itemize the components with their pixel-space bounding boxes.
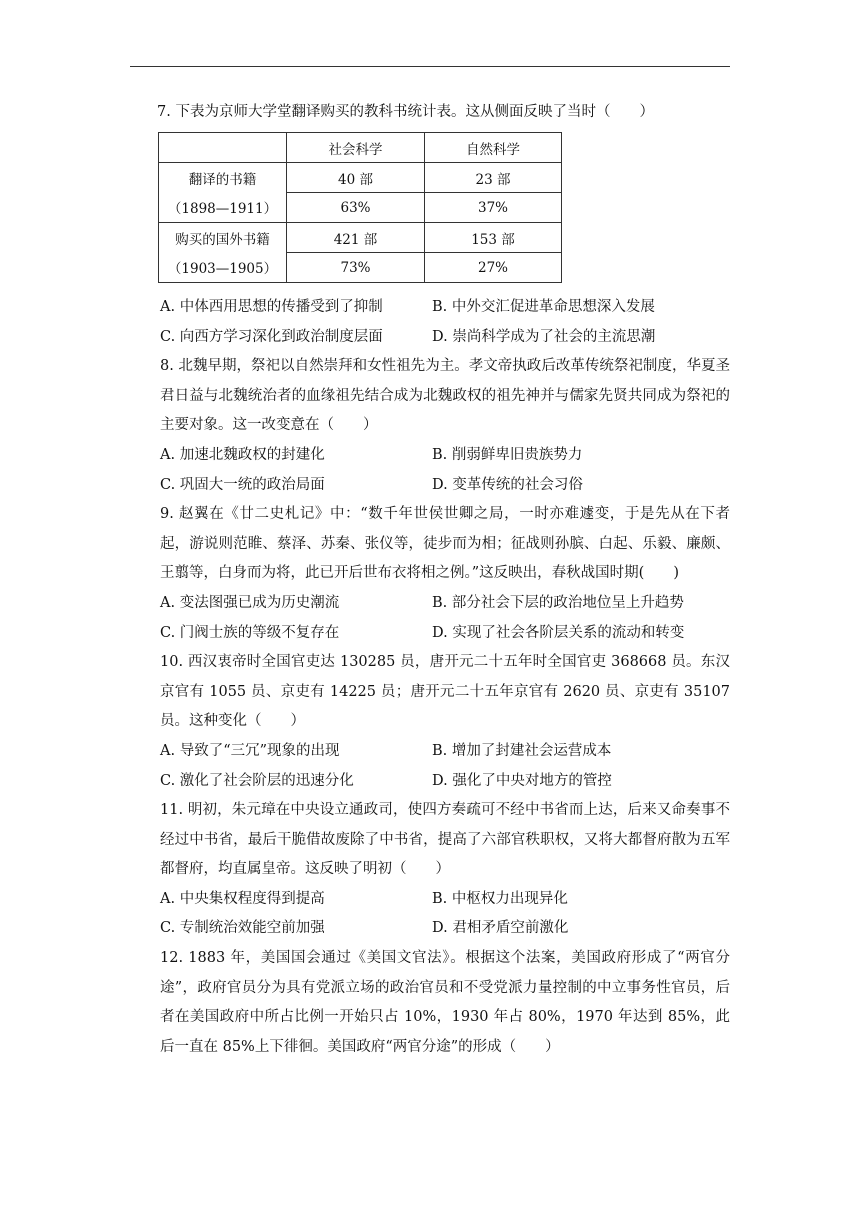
question-list xyxy=(157,98,730,1062)
question-10 xyxy=(160,648,730,796)
question-10-options xyxy=(160,737,730,796)
question-11-stem: 11. 明初，朱元璋在中央设立通政司，使四方奏疏可不经中书省而上达，后来又命奏事不经过中书省，最后干脆借故废除了中书省，提高了六部官秩职权，又将大都督府散为五军都督府，均直属皇帝。这反映了明初（ ） xyxy=(160,802,730,878)
table-cell: 63% xyxy=(287,193,425,223)
option-d[interactable]: D. 崇尚科学成为了社会的主流思潮 xyxy=(432,328,656,345)
option-d[interactable]: D. 强化了中央对地方的管控 xyxy=(432,772,612,789)
question-9-stem: 9. 赵翼在《廿二史札记》中：“数千年世侯世卿之局，一时亦难遽变，于是先从在下者起，游说则范睢、蔡泽、苏秦、张仪等，徒步而为相；征战则孙膑、白起、乐毅、廉颇、王翦等，白身而为将，此已开后世布衣将相之例。”这反映出，春秋战国时期( ) xyxy=(160,506,730,582)
option-c[interactable]: C. 巩固大一统的政治局面 xyxy=(160,476,325,493)
question-8 xyxy=(160,352,730,500)
option-d[interactable]: D. 君相矛盾空前激化 xyxy=(432,920,569,937)
textbook-statistics-table xyxy=(158,132,562,283)
table-row-label: 购买的国外书籍 xyxy=(159,223,287,253)
question-12 xyxy=(160,944,730,1062)
question-11-options xyxy=(160,885,730,944)
question-11 xyxy=(160,796,730,944)
option-b[interactable]: B. 削弱鲜卑旧贵族势力 xyxy=(432,446,583,463)
table-cell: 153 部 xyxy=(425,223,562,253)
table-cell: 421 部 xyxy=(287,223,425,253)
option-b[interactable]: B. 增加了封建社会运营成本 xyxy=(432,742,612,759)
table-header-social-science: 社会科学 xyxy=(287,133,425,163)
table-row-label: 翻译的书籍 xyxy=(159,163,287,193)
option-b[interactable]: B. 中枢权力出现异化 xyxy=(432,890,568,907)
question-7-options xyxy=(160,293,730,352)
option-b[interactable]: B. 中外交汇促进革命思想深入发展 xyxy=(432,299,655,315)
option-a[interactable]: A. 加速北魏政权的封建化 xyxy=(160,446,325,463)
option-a[interactable]: A. 导致了“三冗”现象的出现 xyxy=(160,742,340,759)
question-8-options xyxy=(160,441,730,500)
question-8-stem: 8. 北魏早期，祭祀以自然崇拜和女性祖先为主。孝文帝执政后改革传统祭祀制度，华夏圣君日益与北魏统治者的血缘祖先结合成为北魏政权的祖先神并与儒家先贤共同成为祭祀的主要对象。这一改变意在（ ） xyxy=(160,358,730,434)
option-b[interactable]: B. 部分社会下层的政治地位呈上升趋势 xyxy=(432,594,684,611)
table-row-label-period: （1898—1911） xyxy=(159,193,287,223)
table-cell: 23 部 xyxy=(425,163,562,193)
question-7 xyxy=(157,98,730,352)
option-d[interactable]: D. 变革传统的社会习俗 xyxy=(432,476,583,493)
option-c[interactable]: C. 专制统治效能空前加强 xyxy=(160,920,325,937)
table-cell: 73% xyxy=(287,253,425,283)
option-c[interactable]: C. 门阀士族的等级不复存在 xyxy=(160,624,340,641)
table-header-natural-science: 自然科学 xyxy=(425,133,562,163)
table-cell: 40 部 xyxy=(287,163,425,193)
table-header-blank xyxy=(159,133,287,163)
option-c[interactable]: C. 向西方学习深化到政治制度层面 xyxy=(160,328,383,345)
option-c[interactable]: C. 激化了社会阶层的迅速分化 xyxy=(160,772,354,789)
table-cell: 37% xyxy=(425,193,562,223)
question-10-stem: 10. 西汉衷帝时全国官吏达 130285 员，唐开元二十五年时全国官吏 368668 员。东汉京官有 1055 员、京吏有 14225 员；唐开元二十五年京官有 2620 员、京吏有 35107 员。这种变化（ ） xyxy=(160,654,730,730)
option-a[interactable]: A. 变法图强已成为历史潮流 xyxy=(160,594,340,611)
option-a[interactable]: A. 中体西用思想的传播受到了抑制 xyxy=(160,299,383,315)
question-9-options xyxy=(160,589,730,648)
question-9 xyxy=(160,500,730,648)
table-cell: 27% xyxy=(425,253,562,283)
question-12-stem: 12. 1883 年，美国国会通过《美国文官法》。根据这个法案，美国政府形成了“两官分途”，政府官员分为具有党派立场的政治官员和不受党派力量控制的中立事务性官员，后者在美国政府中所占比例一开始只占 10%，1930 年占 80%，1970 年达到 85%，此后一直在 85%上下徘徊。美国政府“两官分途”的形成（ ） xyxy=(160,950,730,1055)
header-rule xyxy=(130,66,730,67)
question-7-stem: 7. 下表为京师大学堂翻译购买的教科书统计表。这从侧面反映了当时（ ） xyxy=(157,104,654,120)
option-d[interactable]: D. 实现了社会各阶层关系的流动和转变 xyxy=(432,624,685,641)
table-row-label-period: （1903—1905） xyxy=(159,253,287,283)
option-a[interactable]: A. 中央集权程度得到提高 xyxy=(160,890,325,907)
